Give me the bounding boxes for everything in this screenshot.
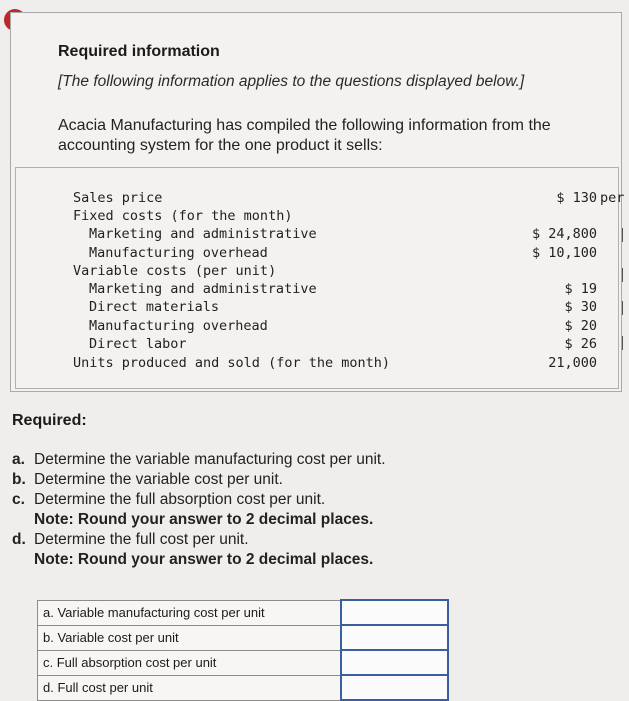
required-title: Required: — [12, 412, 87, 429]
answer-input[interactable] — [342, 626, 447, 649]
answer-row — [38, 675, 449, 700]
answer-label: b. Variable cost per unit — [38, 625, 342, 650]
required-item-letter: b. — [12, 471, 26, 488]
answer-row — [38, 600, 449, 625]
data-row-label: Units produced and sold (for the month) — [73, 355, 390, 371]
data-row-label: Marketing and administrative — [89, 281, 317, 297]
intro-text: Acacia Manufacturing has compiled the following information from the accounting system for the one product it sells: — [58, 117, 551, 154]
data-row-label: Marketing and administrative — [89, 226, 317, 242]
edge-tick — [622, 228, 623, 242]
data-row-value: $ 24,800 — [531, 226, 597, 242]
answer-cell — [341, 600, 448, 625]
data-row — [16, 318, 616, 336]
data-row — [16, 245, 616, 263]
data-row — [16, 281, 616, 299]
data-row — [16, 190, 625, 208]
data-row-label: Direct labor — [89, 336, 187, 352]
cost-data-table — [15, 167, 625, 389]
data-row-value: $ 130 — [556, 190, 597, 206]
info-title: Required information — [58, 43, 220, 60]
data-row — [16, 336, 616, 354]
required-item-text: Determine the variable manufacturing cost per unit. — [34, 451, 386, 468]
answer-row — [38, 650, 449, 675]
required-information-panel — [10, 12, 625, 392]
answer-table — [37, 599, 449, 701]
data-row-value: $ 20 — [564, 318, 597, 334]
answer-label: d. Full cost per unit — [38, 675, 342, 700]
data-row-label: Direct materials — [89, 299, 220, 315]
required-item-letter: a. — [12, 451, 25, 468]
required-item-note: Note: Round your answer to 2 decimal places. — [34, 551, 374, 568]
data-row — [16, 208, 616, 226]
info-subtitle: [The following information applies to the questions displayed below.] — [58, 73, 525, 90]
data-row-label: Fixed costs (for the month) — [73, 208, 293, 224]
edge-tick — [622, 336, 623, 350]
data-row-label: Manufacturing overhead — [89, 245, 268, 261]
data-row — [16, 355, 616, 373]
answer-row — [38, 625, 449, 650]
required-item-text: Determine the full absorption cost per unit. — [34, 491, 326, 508]
answer-label: a. Variable manufacturing cost per unit — [38, 600, 342, 625]
edge-tick — [622, 301, 623, 315]
data-row-label: Manufacturing overhead — [89, 318, 268, 334]
data-row — [16, 263, 616, 281]
answer-input[interactable] — [342, 676, 447, 699]
required-item-letter: c. — [12, 491, 25, 508]
answer-cell — [341, 625, 448, 650]
answer-input[interactable] — [342, 651, 447, 674]
required-item-text: Determine the full cost per unit. — [34, 531, 249, 548]
required-item-note: Note: Round your answer to 2 decimal places. — [34, 511, 374, 528]
required-item-letter: d. — [12, 531, 26, 548]
data-row-value: $ 19 — [564, 281, 597, 297]
required-item-text: Determine the variable cost per unit. — [34, 471, 283, 488]
data-row-label: Sales price — [73, 190, 163, 206]
edge-tick — [622, 268, 623, 282]
data-row — [16, 299, 616, 317]
data-row-value: $ 10,100 — [531, 245, 597, 261]
answer-cell — [341, 675, 448, 700]
answer-input[interactable] — [342, 601, 447, 624]
data-row-value: $ 26 — [564, 336, 597, 352]
data-row-value: 21,000 — [548, 355, 597, 371]
data-row-unit: per — [600, 190, 625, 206]
data-row-value: $ 30 — [564, 299, 597, 315]
answer-cell — [341, 650, 448, 675]
data-row — [16, 226, 616, 244]
answer-label: c. Full absorption cost per unit — [38, 650, 342, 675]
data-row-label: Variable costs (per unit) — [73, 263, 277, 279]
